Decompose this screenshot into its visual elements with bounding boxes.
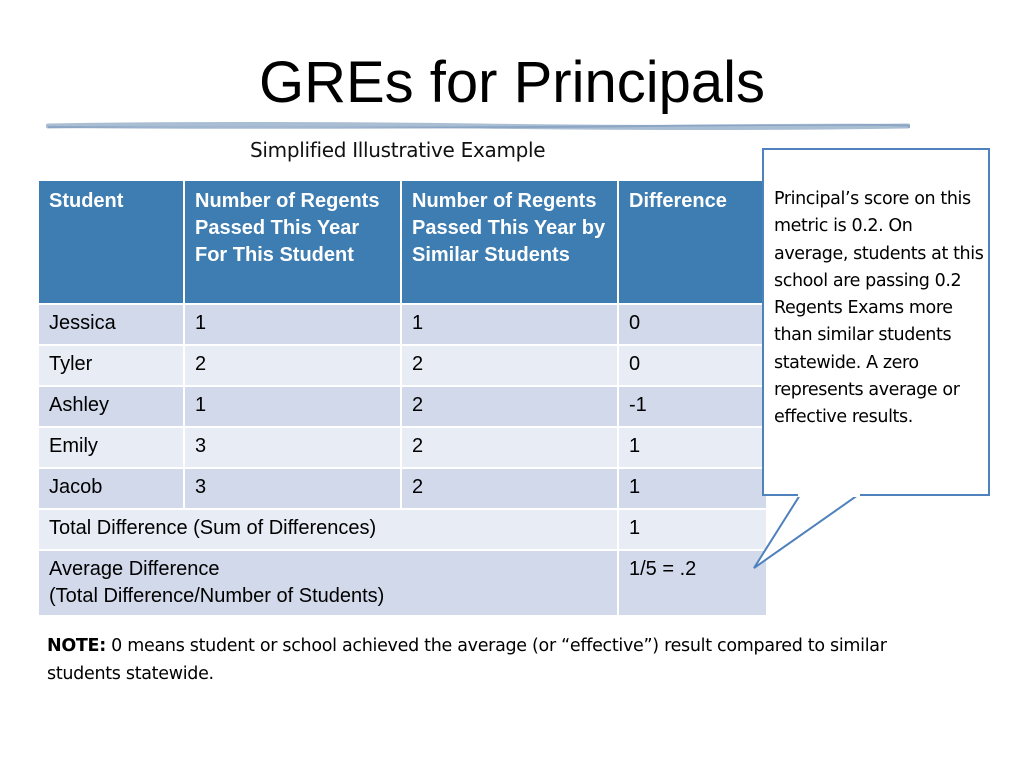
callout-pointer <box>740 490 880 580</box>
cell-passed: 3 <box>184 468 401 509</box>
note-text: 0 means student or school achieved the average (or “effective”) result compared to similar students statewide. <box>47 636 887 684</box>
average-difference-label <box>38 550 618 616</box>
slide-title: GREs for Principals <box>258 50 766 115</box>
header-regents-passed-similar: Number of Regents Passed This Year by Similar Students <box>401 180 618 304</box>
cell-student: Ashley <box>38 386 184 427</box>
regents-table <box>37 179 768 617</box>
table-header-row <box>38 180 767 304</box>
cell-student: Jessica <box>38 304 184 345</box>
cell-passed: 2 <box>184 345 401 386</box>
cell-difference: 0 <box>618 304 767 345</box>
cell-passed: 3 <box>184 427 401 468</box>
cell-passed: 1 <box>184 386 401 427</box>
average-difference-value: 1/5 = .2 <box>618 550 767 616</box>
average-difference-label-line1: Average Difference <box>49 558 220 580</box>
average-difference-label-line2: (Total Difference/Number of Students) <box>49 585 385 607</box>
cell-difference: 1 <box>618 468 767 509</box>
slide-subtitle: Simplified Illustrative Example <box>250 138 546 162</box>
cell-passed: 1 <box>184 304 401 345</box>
table-row <box>38 386 767 427</box>
total-difference-row <box>38 509 767 550</box>
header-regents-passed-student: Number of Regents Passed This Year For This Student <box>184 180 401 304</box>
callout-text: Principal’s score on this metric is 0.2. On average, students at this school are passing 0.2 Regents Exams more than similar students statewide. A zero represents average or effective results. <box>774 189 984 428</box>
cell-difference: 0 <box>618 345 767 386</box>
cell-student: Emily <box>38 427 184 468</box>
total-difference-label: Total Difference (Sum of Differences) <box>38 509 618 550</box>
table-row <box>38 427 767 468</box>
table-row <box>38 345 767 386</box>
average-difference-row <box>38 550 767 616</box>
cell-similar: 2 <box>401 345 618 386</box>
note-label: NOTE: <box>47 636 106 656</box>
footnote <box>47 632 947 688</box>
cell-similar: 2 <box>401 386 618 427</box>
total-difference-value: 1 <box>618 509 767 550</box>
cell-similar: 2 <box>401 427 618 468</box>
header-student: Student <box>38 180 184 304</box>
cell-difference: -1 <box>618 386 767 427</box>
table-row <box>38 468 767 509</box>
cell-student: Jacob <box>38 468 184 509</box>
cell-difference: 1 <box>618 427 767 468</box>
title-underline <box>46 121 910 131</box>
table-row <box>38 304 767 345</box>
cell-student: Tyler <box>38 345 184 386</box>
header-difference: Difference <box>618 180 767 304</box>
cell-similar: 2 <box>401 468 618 509</box>
cell-similar: 1 <box>401 304 618 345</box>
